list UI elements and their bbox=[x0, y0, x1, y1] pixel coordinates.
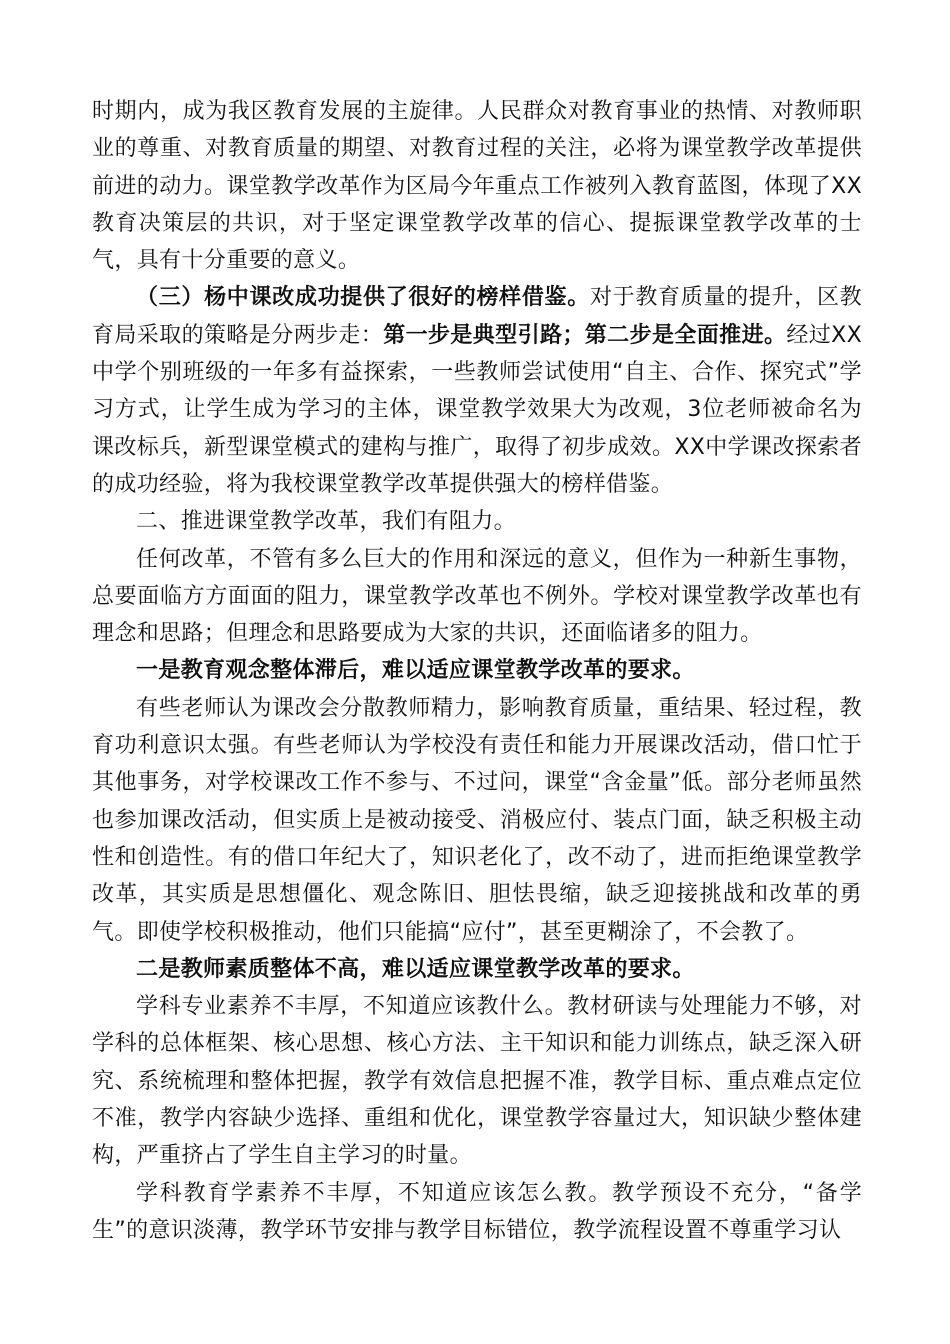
paragraph-2-text-b: 经过XX中学个别班级的一年多有益探索，一些教师尝试使用“自主、合作、探究式”学习方式，让学生成为学习的主体，课堂教学效果大为改观，3位老师被命名为课改标兵，新型课堂模式的建构与推广，取得了初步成效。XX中学课改探索者的成功经验，将为我校课堂教学改革提供强大的榜样借鉴。 bbox=[92, 322, 862, 497]
subheading-1-text: 一是教育观念整体滞后，难以适应课堂教学改革的要求。 bbox=[136, 658, 695, 684]
subheading-2-text: 二是教师素质整体不高，难以适应课堂教学改革的要求。 bbox=[136, 956, 695, 982]
paragraph-2 bbox=[92, 279, 862, 503]
paragraph-1-text: 时期内，成为我区教育发展的主旋律。人民群众对教育事业的热情、对教师职业的尊重、对教育质量的期望、对教育过程的关注，必将为课堂教学改革提供前进的动力。课堂教学改革作为区局今年重点工作被列入教育蓝图，体现了XX教育决策层的共识，对于坚定课堂教学改革的信心、提振课堂教学改革的士气，具有十分重要的意义。 bbox=[92, 99, 862, 274]
paragraph-2-emphasis: 第一步是典型引路；第二步是全面推进。 bbox=[383, 322, 787, 348]
paragraph-8-text: 学科专业素养不丰厚，不知道应该教什么。教材研读与处理能力不够，对学科的总体框架、核心思想、核心方法、主干知识和能力训练点，缺乏深入研究、系统梳理和整体把握，教学有效信息把握不准，教学目标、重点难点定位不准，教学内容缺少选择、重组和优化，课堂教学容量过大，知识缺少整体建构，严重挤占了学生自主学习的时量。 bbox=[92, 994, 862, 1169]
paragraph-9 bbox=[92, 1175, 862, 1250]
paragraph-4 bbox=[92, 541, 862, 653]
paragraph-6-text: 有些老师认为课改会分散教师精力，影响教育质量，重结果、轻过程，教育功利意识太强。有些老师认为学校没有责任和能力开展课改活动，借口忙于其他事务，对学校课改工作不参与、不过问，课堂“含金量”低。部分老师虽然也参加课改活动，但实质上是被动接受、消极应付、装点门面，缺乏积极主动性和创造性。有的借口年纪大了，知识老化了，改不动了，进而拒绝课堂教学改革，其实质是思想僵化、观念陈旧、胆怯畏缩，缺乏迎接挑战和改革的勇气。即使学校积极推动，他们只能搞“应付”，甚至更糊涂了，不会教了。 bbox=[92, 695, 862, 945]
section-heading-2-text: 二、推进课堂教学改革，我们有阻力。 bbox=[136, 509, 516, 535]
paragraph-1 bbox=[92, 93, 862, 279]
paragraph-9-text: 学科教育学素养不丰厚，不知道应该怎么教。教学预设不充分，“备学生”的意识淡薄，教学环节安排与教学目标错位，教学流程设置不尊重学习认 bbox=[92, 1180, 862, 1243]
subheading-2 bbox=[92, 951, 862, 988]
subheading-1 bbox=[92, 652, 862, 689]
document-page bbox=[92, 93, 862, 1249]
paragraph-2-text-a: 对于教育质量的提升，区教育局采取的策略是分两步走： bbox=[92, 285, 862, 348]
paragraph-4-text: 任何改革，不管有多么巨大的作用和深远的意义，但作为一种新生事物，总要面临方方面面的阻力，课堂教学改革也不例外。学校对课堂教学改革也有理念和思路；但理念和思路要成为大家的共识，还面临诸多的阻力。 bbox=[92, 546, 862, 647]
section-heading-2 bbox=[92, 503, 862, 540]
paragraph-6 bbox=[92, 690, 862, 951]
paragraph-2-heading: （三）杨中课改成功提供了很好的榜样借鉴。 bbox=[136, 285, 590, 311]
paragraph-8 bbox=[92, 988, 862, 1174]
